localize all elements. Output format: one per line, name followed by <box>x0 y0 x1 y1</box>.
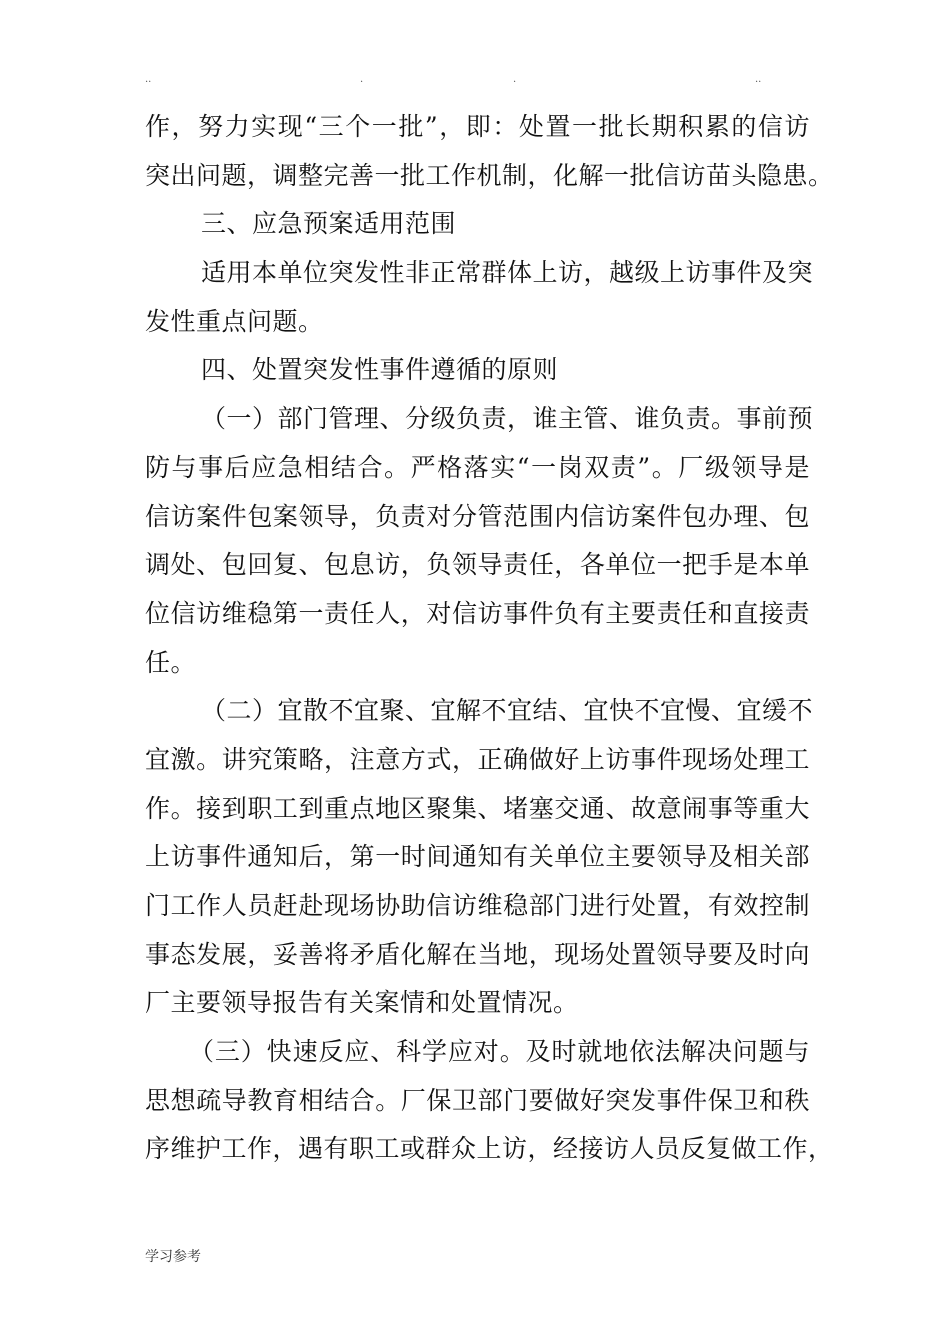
text-line: 防与事后应急相结合。严格落实“一岗双责”。厂级领导是 <box>145 452 810 482</box>
text-line: （三）快速反应、科学应对。及时就地依法解决问题与 <box>189 1037 810 1067</box>
text-line: 厂主要领导报告有关案情和处置情况。 <box>145 988 579 1018</box>
text-line: 思想疏导教育相结合。厂保卫部门要做好突发事件保卫和秩 <box>145 1085 810 1115</box>
text-line: 适用本单位突发性非正常群体上访，越级上访事件及突 <box>201 258 814 288</box>
text-line: （一）部门管理、分级负责，谁主管、谁负责。事前预 <box>201 404 814 434</box>
header-mark: . <box>360 74 364 85</box>
header-mark: .. <box>755 74 762 85</box>
text-line: 四、处置突发性事件遵循的原则 <box>201 355 559 385</box>
text-line: 信访案件包案领导，负责对分管范围内信访案件包办理、包 <box>145 501 810 531</box>
text-line: 发性重点问题。 <box>145 306 324 336</box>
text-line: 门工作人员赶赴现场协助信访维稳部门进行处置，有效控制 <box>145 891 810 920</box>
text-line: 上访事件通知后，第一时间通知有关单位主要领导及相关部 <box>145 842 810 872</box>
footer-label: 学习参考 <box>145 1249 201 1265</box>
text-line: 作。接到职工到重点地区聚集、堵塞交通、故意闹事等重大 <box>145 793 810 823</box>
text-line: 作，努力实现“三个一批”，即：处置一批长期积累的信访 <box>145 112 810 141</box>
text-line: 任。 <box>145 647 197 677</box>
text-line: 宜激。讲究策略，注意方式，正确做好上访事件现场处理工 <box>145 744 810 774</box>
body-text <box>145 103 834 1174</box>
text-line: 调处、包回复、包息访，负领导责任，各单位一把手是本单 <box>145 550 810 580</box>
header-mark: . <box>513 74 517 85</box>
header-mark: .. <box>145 74 152 85</box>
text-line: （二）宜散不宜聚、宜解不宜结、宜快不宜慢、宜缓不 <box>201 696 814 726</box>
text-line: 事态发展，妥善将矛盾化解在当地，现场处置领导要及时向 <box>145 939 810 969</box>
text-line: 序维护工作，遇有职工或群众上访，经接访人员反复做工作， <box>145 1134 834 1164</box>
text-line: 突出问题，调整完善一批工作机制，化解一批信访苗头隐患。 <box>145 160 834 190</box>
text-line: 三、应急预案适用范围 <box>201 209 457 239</box>
header-marks <box>145 74 805 88</box>
text-line: 位信访维稳第一责任人，对信访事件负有主要责任和直接责 <box>145 598 810 628</box>
